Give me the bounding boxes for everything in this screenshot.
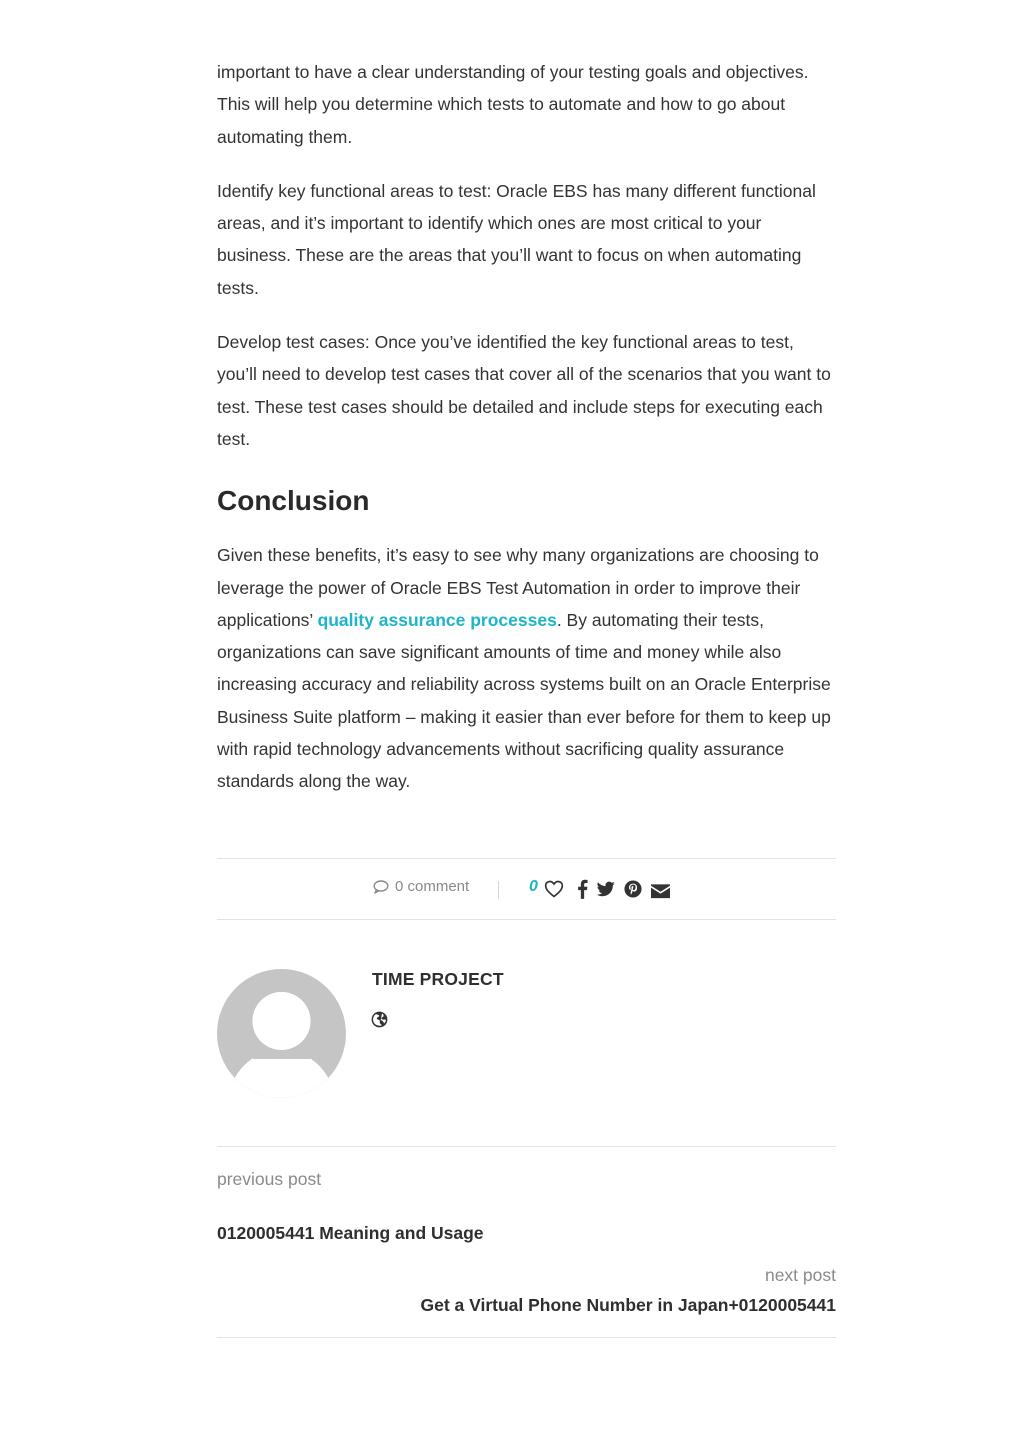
- previous-post-label: previous post: [217, 1169, 322, 1189]
- conclusion-paragraph: [217, 539, 837, 797]
- email-icon[interactable]: [651, 881, 670, 901]
- article-body: [217, 56, 837, 820]
- article-paragraph: Develop test cases: Once you’ve identified the key functional areas to test, you’ll need to develop test cases that cover all of the scenarios that you want to test. These test cases should be detailed and include steps for executing each test.: [217, 332, 831, 449]
- post-navigation: [217, 1146, 836, 1338]
- twitter-icon[interactable]: [597, 879, 615, 899]
- previous-post-link[interactable]: 0120005441 Meaning and Usage: [217, 1223, 484, 1243]
- like-count: 0: [529, 878, 538, 895]
- facebook-icon[interactable]: [577, 879, 588, 899]
- conclusion-heading: Conclusion: [217, 485, 370, 517]
- next-post-link[interactable]: Get a Virtual Phone Number in Japan+0120005441: [420, 1295, 836, 1315]
- divider: [498, 881, 499, 899]
- pinterest-icon[interactable]: [624, 879, 642, 899]
- conclusion-text-start: Given these benefits, it’s easy to see why many organizations are choosing to leverage the power of Oracle EBS Test Automation in order to improve their applications’: [217, 545, 819, 630]
- article-paragraph: important to have a clear understanding of your testing goals and objectives. This will help you determine which tests to automate and how to go about automating them.: [217, 62, 809, 147]
- comment-count: 0 comment: [395, 878, 470, 895]
- comment-link[interactable]: [373, 878, 469, 895]
- author-name[interactable]: TIME PROJECT: [372, 969, 504, 989]
- author-box: [217, 968, 836, 1146]
- avatar: [217, 969, 346, 1098]
- next-post-label: next post: [764, 1265, 836, 1285]
- article-paragraph: Identify key functional areas to test: Oracle EBS has many different functional areas, and it’s important to identify which ones are most critical to your business. These are the areas that you’ll want to focus on when automating tests.: [217, 180, 816, 298]
- comment-icon: [373, 880, 389, 894]
- conclusion-text-end: . By automating their tests, organizations can save significant amounts of time and money while also increasing accuracy and reliability across systems built on an Oracle Enterprise Business Suite platform – making it easier than ever before for them to keep up with rapid technology advancements without sacrificing quality assurance standards along the way.: [217, 609, 831, 792]
- quality-assurance-link[interactable]: quality assurance processes: [317, 609, 557, 630]
- globe-icon[interactable]: [371, 1011, 388, 1028]
- share-bar: [217, 858, 836, 920]
- heart-icon[interactable]: [544, 879, 564, 899]
